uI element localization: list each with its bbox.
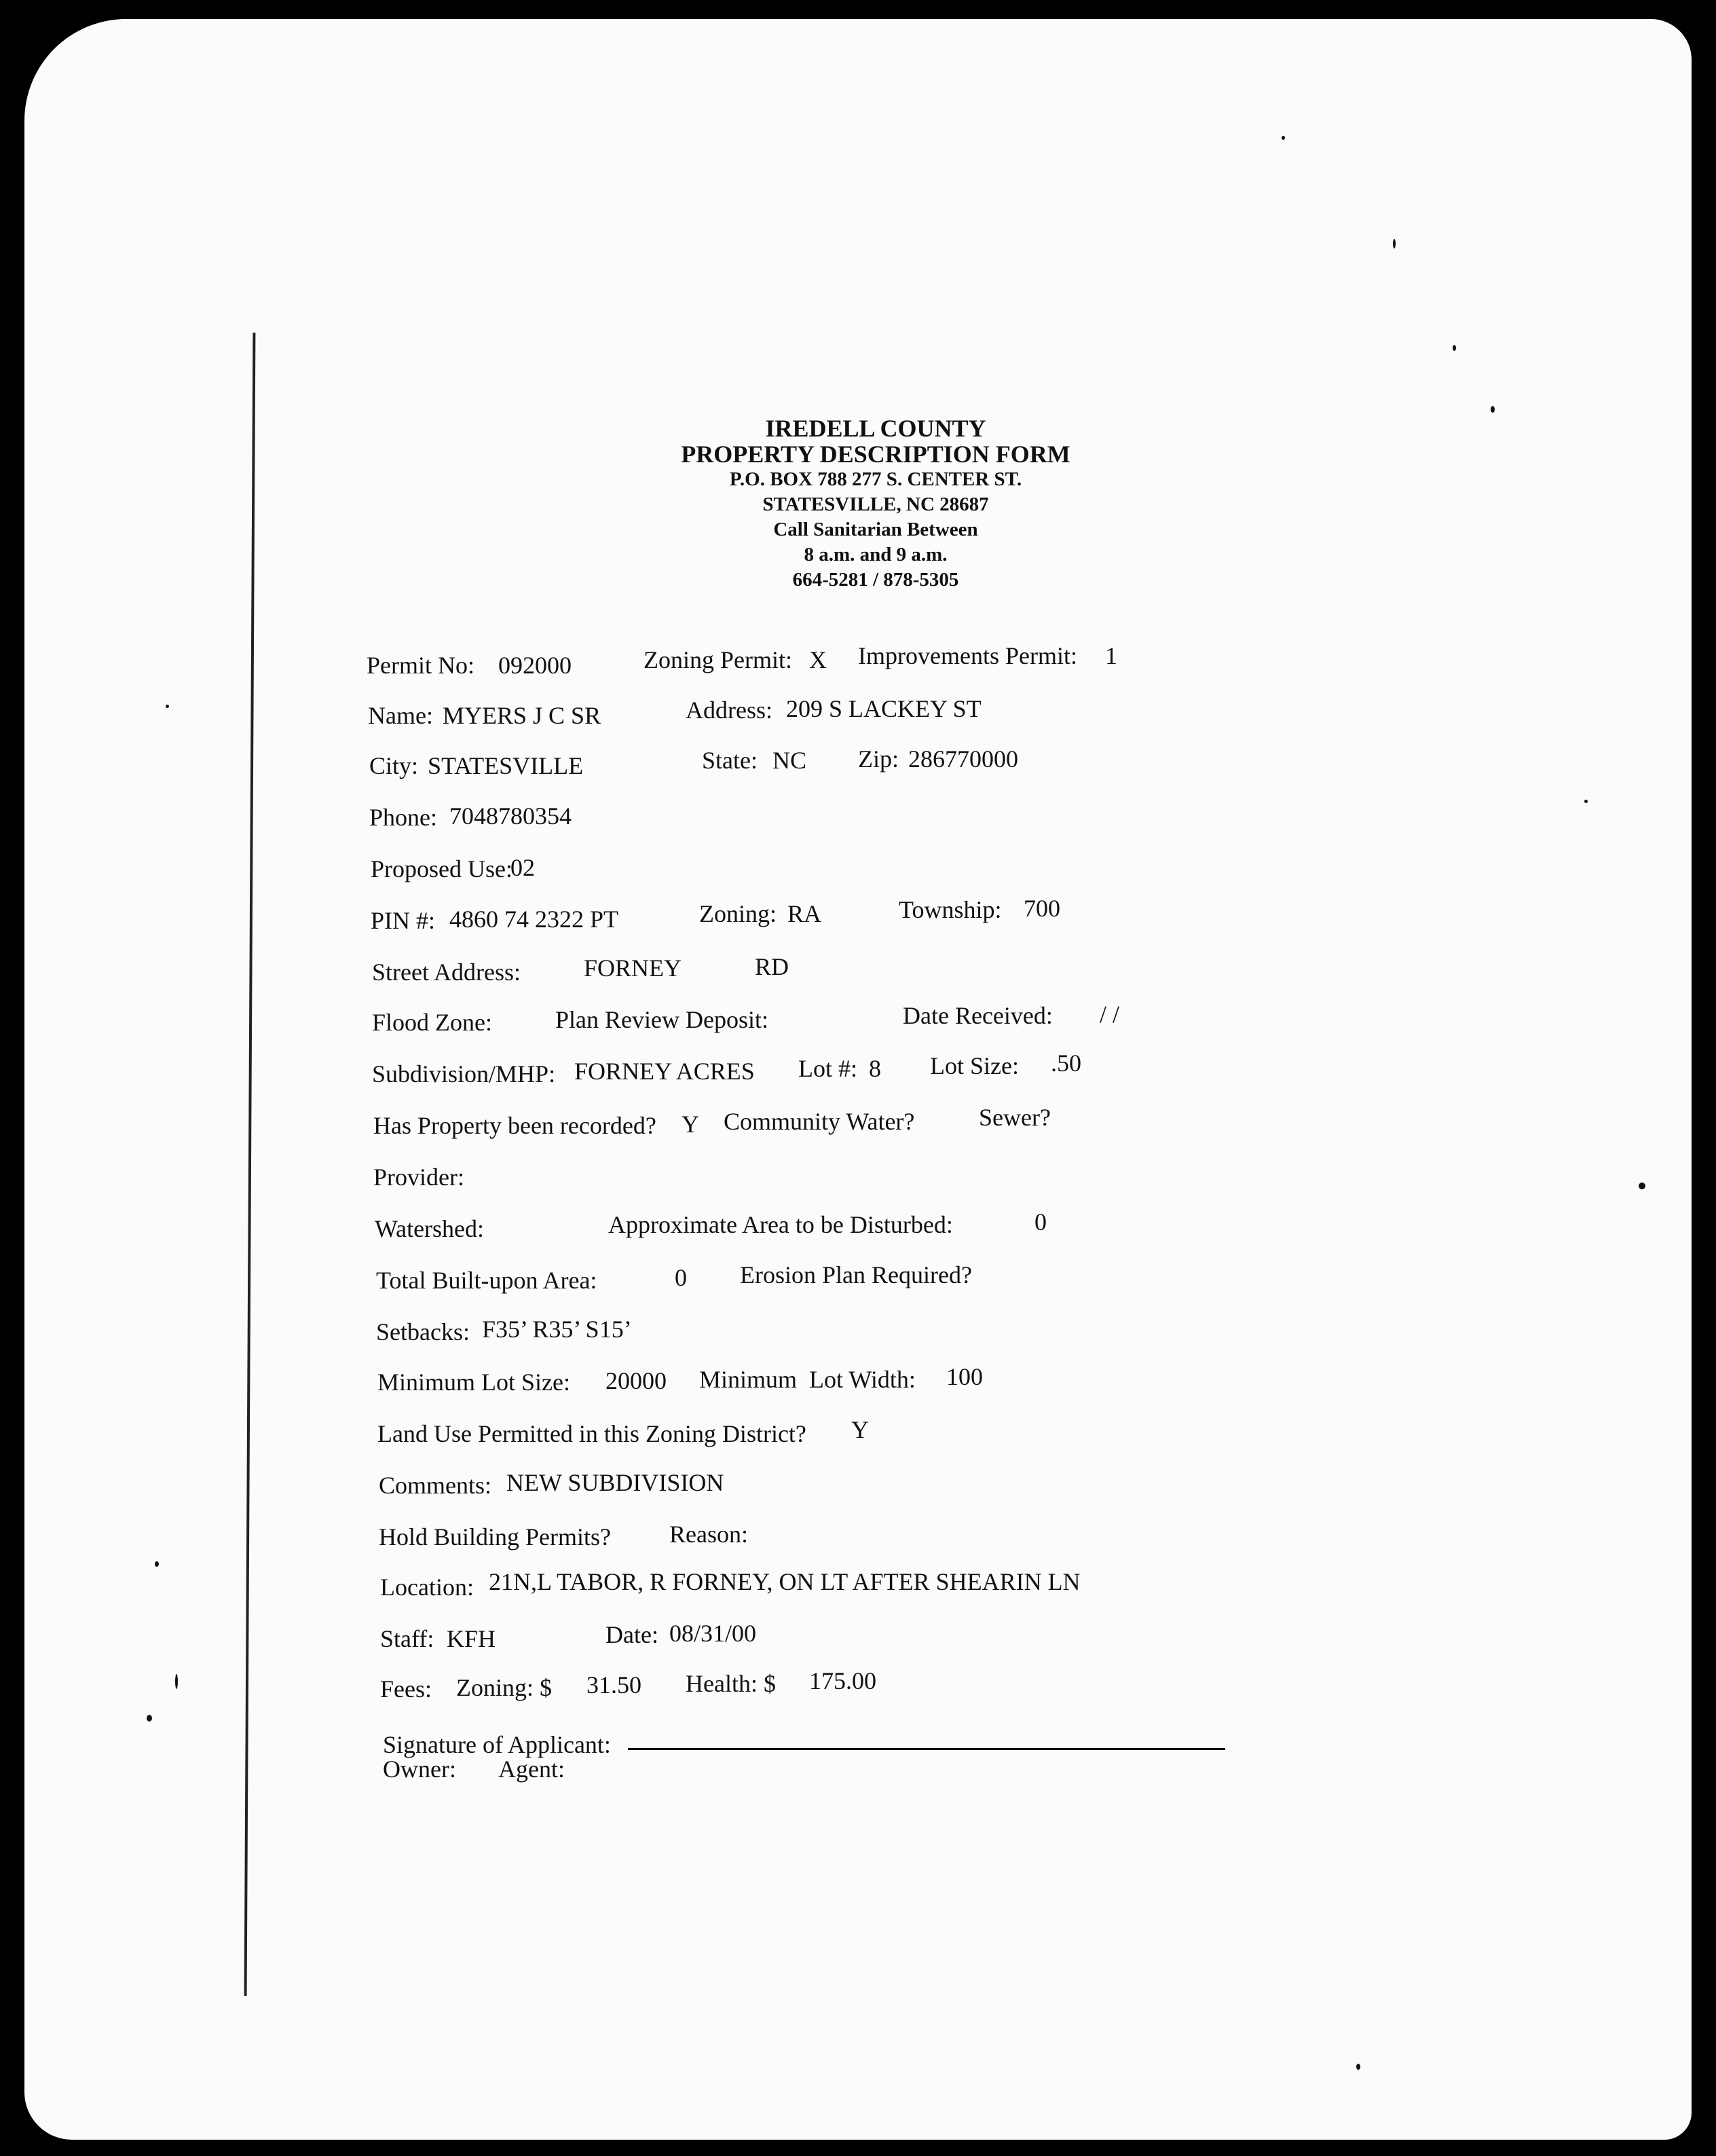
permit-no-label: Permit No: [367, 652, 474, 679]
scan-speck [1282, 136, 1285, 140]
po-box-line: P.O. BOX 788 277 S. CENTER ST. [729, 468, 1022, 490]
fees-zoning-label: Zoning: $ [456, 1674, 552, 1701]
location-label: Location: [380, 1574, 474, 1601]
scan-speck [166, 705, 169, 708]
state-label: State: [702, 747, 758, 774]
fees-label: Fees: [380, 1675, 432, 1703]
lot-no-label: Lot #: [798, 1055, 857, 1082]
signature-label: Signature of Applicant: [383, 1731, 611, 1758]
city-label: City: [369, 752, 419, 779]
scan-speck [155, 1561, 159, 1567]
street-type-value: RD [755, 953, 789, 980]
setbacks-value: F35’ R35’ S15’ [482, 1316, 632, 1343]
subdivision-label: Subdivision/MHP: [372, 1060, 556, 1088]
staff-value: KFH [447, 1625, 496, 1652]
city-state-line: STATESVILLE, NC 28687 [762, 494, 989, 515]
form-title: PROPERTY DESCRIPTION FORM [681, 441, 1070, 468]
county-title: IREDELL COUNTY [765, 415, 986, 442]
scan-speck [1584, 800, 1588, 803]
name-value: MYERS J C SR [443, 702, 601, 729]
city-value: STATESVILLE [428, 752, 584, 779]
min-lot-size-label: Minimum Lot Size: [377, 1369, 570, 1396]
area-disturbed-label: Approximate Area to be Disturbed: [608, 1211, 953, 1238]
zip-value: 286770000 [908, 745, 1018, 773]
staff-label: Staff: [380, 1625, 434, 1652]
land-use-value: Y [851, 1416, 869, 1443]
form-header [584, 415, 1168, 593]
scan-speck [147, 1715, 152, 1722]
name-label: Name: [368, 702, 433, 729]
zoning-permit-label: Zoning Permit: [644, 646, 792, 673]
phone-value: 7048780354 [449, 802, 572, 830]
date-received-value: / / [1100, 1001, 1120, 1028]
state-value: NC [772, 747, 807, 774]
zoning-value: RA [787, 900, 822, 927]
sewer-label: Sewer? [979, 1104, 1051, 1131]
date-received-label: Date Received: [903, 1002, 1053, 1029]
improvements-permit-value: 1 [1105, 642, 1117, 669]
hours-line: 8 a.m. and 9 a.m. [804, 544, 948, 565]
address-value: 209 S LACKEY ST [786, 695, 982, 722]
improvements-permit-label: Improvements Permit: [858, 642, 1077, 669]
flood-zone-label: Flood Zone: [372, 1009, 492, 1036]
phone-label: Phone: [369, 804, 438, 831]
sanitarian-line: Call Sanitarian Between [773, 519, 978, 540]
fees-health-label: Health: $ [686, 1670, 776, 1697]
recorded-value: Y [682, 1111, 699, 1138]
document-page [24, 19, 1692, 2140]
scan-speck [1453, 345, 1456, 351]
min-lot-size-value: 20000 [605, 1367, 667, 1394]
built-upon-label: Total Built-upon Area: [376, 1267, 597, 1294]
owner-label: Owner: [383, 1755, 456, 1783]
recorded-label: Has Property been recorded? [373, 1112, 656, 1139]
land-use-label: Land Use Permitted in this Zoning District? [377, 1420, 806, 1447]
comments-label: Comments: [379, 1472, 492, 1499]
plan-review-deposit-label: Plan Review Deposit: [555, 1006, 768, 1033]
community-water-label: Community Water? [724, 1108, 915, 1135]
zoning-label: Zoning: [699, 900, 777, 927]
date-label: Date: [605, 1621, 658, 1648]
fees-health-value: 175.00 [809, 1667, 876, 1694]
provider-label: Provider: [373, 1164, 464, 1191]
watershed-label: Watershed: [375, 1215, 485, 1242]
hold-permits-label: Hold Building Permits? [379, 1523, 611, 1550]
township-label: Township: [899, 896, 1002, 923]
signature-line [628, 1748, 1225, 1750]
lot-size-label: Lot Size: [930, 1052, 1019, 1079]
comments-value: NEW SUBDIVISION [506, 1469, 724, 1496]
permit-no-value: 092000 [498, 652, 572, 679]
fees-zoning-value: 31.50 [586, 1671, 641, 1698]
pin-value: 4860 74 2322 PT [449, 906, 619, 933]
scan-speck [1639, 1183, 1645, 1189]
proposed-use-label: Proposed Use: [371, 855, 512, 882]
scan-speck [175, 1674, 178, 1689]
erosion-label: Erosion Plan Required? [740, 1261, 972, 1288]
lot-no-value: 8 [869, 1055, 881, 1082]
street-address-label: Street Address: [372, 959, 521, 986]
date-value: 08/31/00 [669, 1620, 757, 1647]
proposed-use-value: 02 [510, 854, 535, 881]
zip-label: Zip: [858, 745, 899, 773]
subdivision-value: FORNEY ACRES [574, 1058, 755, 1085]
setbacks-label: Setbacks: [376, 1318, 470, 1345]
area-disturbed-value: 0 [1034, 1208, 1047, 1235]
min-lot-width-label: Minimum Lot Width: [699, 1366, 916, 1393]
built-upon-value: 0 [675, 1264, 687, 1291]
pin-label: PIN #: [371, 907, 436, 934]
reason-label: Reason: [669, 1521, 748, 1548]
scan-speck [1356, 2064, 1360, 2070]
zoning-permit-value: X [809, 646, 827, 673]
address-label: Address: [686, 696, 772, 724]
phone-numbers-line: 664-5281 / 878-5305 [792, 569, 959, 591]
location-value: 21N,L TABOR, R FORNEY, ON LT AFTER SHEARIN LN [489, 1568, 1081, 1595]
street-name-value: FORNEY [584, 954, 682, 982]
scan-speck [1393, 239, 1396, 248]
lot-size-value: .50 [1051, 1049, 1081, 1077]
min-lot-width-value: 100 [946, 1363, 983, 1390]
agent-label: Agent: [498, 1755, 565, 1783]
scan-speck [1491, 406, 1495, 413]
township-value: 700 [1024, 895, 1060, 922]
